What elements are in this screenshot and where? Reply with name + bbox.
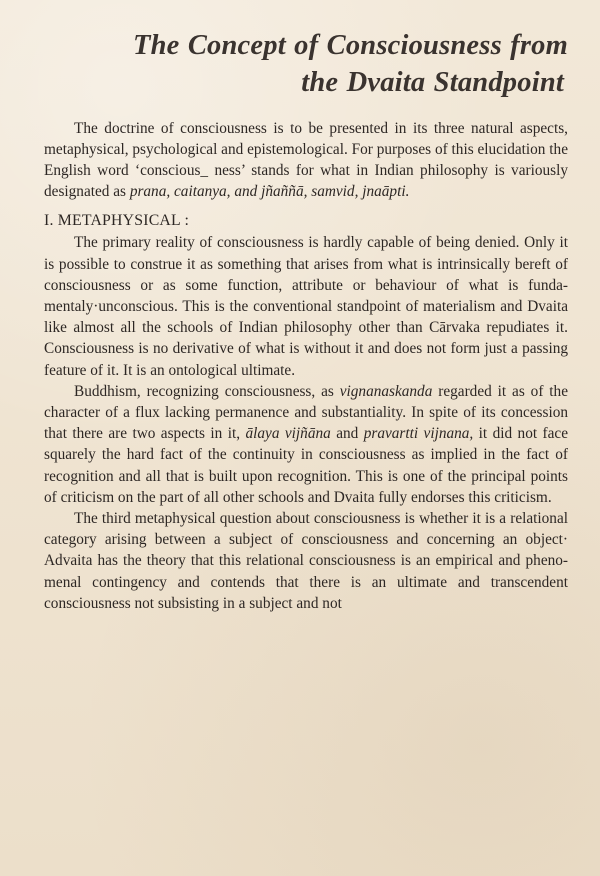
intro-italic-terms: prana, caitanya, and jñaññā, samvid, jnaāpti. <box>129 183 410 201</box>
metaphysical-paragraph-2 <box>44 381 568 508</box>
paragraph-2-text-1: Buddhism, recognizing consciousness, as <box>74 382 340 400</box>
paragraph-2-text-2: regarded it as of the character of a flux lacking permanence and substantiality. In spite of its concession that there are two aspects in it, <box>44 382 568 443</box>
chapter-title <box>44 30 568 100</box>
chapter-title-line-2: the Dvaita Standpoint <box>301 66 564 98</box>
chapter-title-line-1: The Concept of Consciousness from <box>133 30 568 61</box>
paragraph-2-text-4: it did not face squarely the hard fact of the continuity in consciousness as implied in the fact of recognition and all that is built upon recognition. This is one of the principal points of criticism on the part of all other schools and Dvaita fully endorses this criticism. <box>44 425 568 506</box>
paragraph-2-italic-2: ālaya vijñāna <box>245 425 331 443</box>
paragraph-2-italic-3: pravartti vijnana, <box>363 425 474 443</box>
intro-paragraph <box>44 118 568 203</box>
chapter-body <box>44 118 568 614</box>
paragraph-2-text-3: and <box>330 425 364 443</box>
spacer <box>44 202 568 210</box>
section-heading: I. METAPHYSICAL : <box>44 212 190 230</box>
paragraph-2-italic-1: vignanaskanda <box>339 382 433 400</box>
metaphysical-paragraph-3: The third metaphysical question about consciousness is whether it is a relational category arising between a subject of consciousness and concerning an object· Advaita has the theory that this relational consciousness is an empirical and pheno- menal contingency and contends that there is an ultimate and transcendent consciousness not subsisting in a subject and not <box>44 509 568 612</box>
metaphysical-paragraph-1: The primary reality of consciousness is hardly capable of being denied. Only it is possible to construe it as something that arises from what is intrinsically bereft of consciousness or as some function, attribute or behaviour of what is funda- mentaly·unconscious. This is the conventional standpoint of materialism and Dvaita like almost all the schools of Indian philosophy other than Cārvaka repudiates it. Consciousness is no derivative of what is without it and does not form just a passing feature of it. It is an ontological ultimate. <box>44 234 568 379</box>
intro-text: The doctrine of consciousness is to be presented in its three natural aspects, metaphysical, psychological and epistemological. For purposes of this elucidation the English word ‘conscious_ ness’ stands for what in Indian philosophy is variously designated as <box>44 119 568 201</box>
